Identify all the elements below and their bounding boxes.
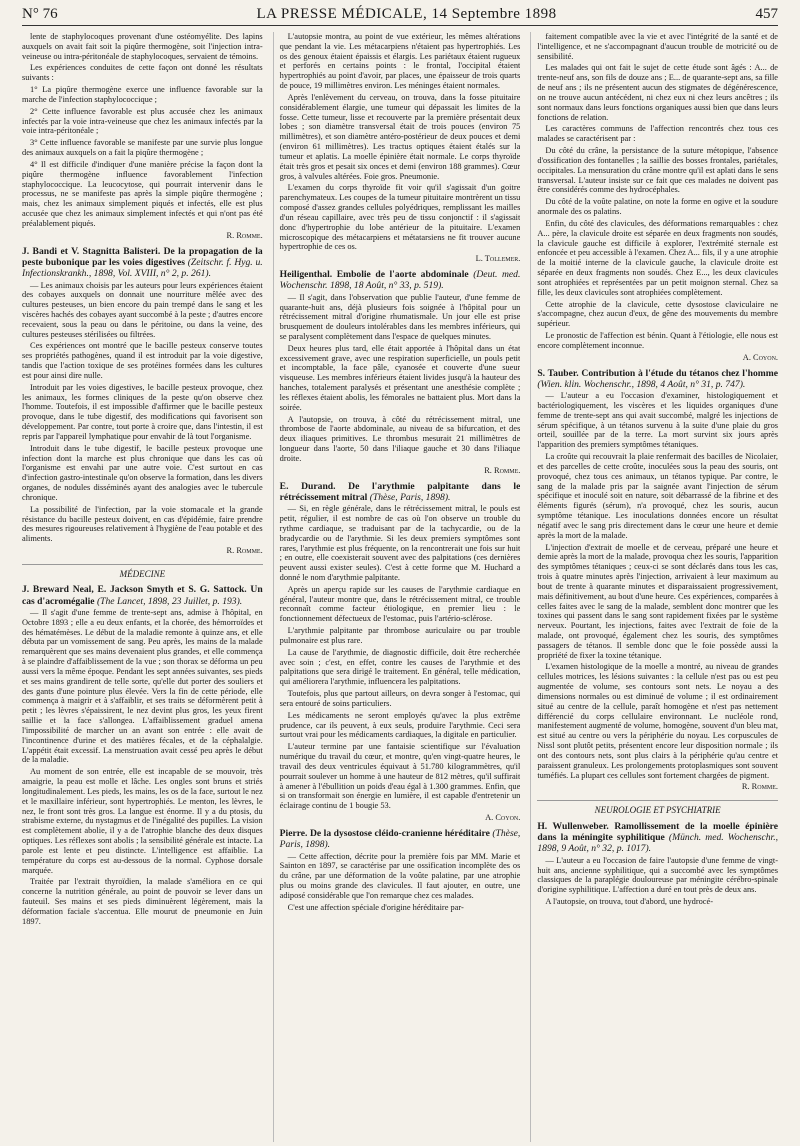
article-title: E. Durand. De l'arythmie palpitante dans le rétrécissement mitral (279, 480, 521, 503)
article-citation: (Münch. med. Wochenschr., 1898, 9 Août, n° 32, p. 1017). (537, 832, 778, 855)
article-heading (280, 269, 521, 292)
paragraph: L'examen du corps thyroïde fit voir qu'il s'agissait d'un goitre parenchymateux. Les coupes de la tumeur pituitaire montrèrent un tissu composé d'assez grandes cellules polyédriques, remplissant les mailles d'un réseau capillaire, avec très peu de tissu conjonctif : il s'agissait donc d'hypertrophie du lobe antérieur de la pituitaire. L'examen microscopique des métacarpiens et métatarsiens ne fit trouver aucune hypertrophie de ces os. (279, 183, 521, 252)
paragraph: — Il s'agit, dans l'observation que publie l'auteur, d'une femme de quarante-huit ans, déjà plusieurs fois soignée à l'hôpital pour un rétrécissement mitral d'origine rhumatismale. Un jour elle est prise brusquement de douleurs intolérables dans les membres inférieurs, qui se paralysent complètement dans l'espace de quelques minutes. (279, 292, 521, 341)
paragraph: Le pronostic de l'affection est bénin. Quant à l'étiologie, elle nous est encore complètement inconnue. (537, 331, 778, 350)
paragraph: Ces expériences ont montré que le bacille pesteux conserve toutes ses propriétés pathogènes, quand il est introduit par la voie digestive, tandis que l'action toxique de ses protéines formées dans les cultures est pour ainsi dire nulle. (22, 341, 263, 380)
page-header (22, 6, 778, 26)
paragraph: L'autopsie montra, au point de vue extérieur, les mêmes altérations que pendant la vie. Les métacarpiens n'étaient pas hypertrophiés. Les os des genoux étaient épaissis et élargis. Les pariétaux étaient rugueux et perforés en certains points : le frontal, l'occipital étaient hypertrophiés au point d'avoir, par places, une épaisseur de trois quarts de pouce, 19 millimètres environ. Les méninges étaient normales. (279, 32, 521, 91)
column-1 (22, 32, 263, 1142)
author-signature: R. Romme. (226, 546, 263, 556)
article-citation: (Thèse, Paris, 1898). (369, 491, 451, 503)
paragraph: L'auteur termine par une fantaisie scientifique sur l'évaluation numérique du travail du cœur, et montre, qu'en vingt-quatre heures, le travail des deux ventricules équivaut à 51.780 kilogrammètres, qu'il pourrait soulever un homme à une hauteur de 812 mètres, qu'il suffirait à amener à l'ébullition un poids d'eau égal à 1.300 grammes. Enfin, que si on transformait son énergie en lumière, il est capable d'entretenir un éclairage continu de 1 bougie 53. (279, 742, 521, 811)
article-title: Heiligenthal. Embolie de l'aorte abdominale (279, 269, 474, 281)
paragraph: Après l'enlèvement du cerveau, on trouva, dans la fosse pituitaire considérablement élargie, une tumeur qui dépassait les limites de la fosse. Cette tumeur, lisse et recouverte par la première présentait deux lobes ; son diamètre transversal était de trois pouces (environ 75 millimètres), et son diamètre antéro-postérieur de deux pouces et demi (environ 61 millimètres). Les tractus optiques étaient étalés sur la tumeur et aplatis. La moelle épinière était normale. Le corps thyroïde était très gros et pesait six onces et demi (environ 188 grammes). Cœur gros, à valvules altérées. Foie gros. Pneumonie. (279, 92, 521, 181)
paragraph: — L'auteur a eu l'occasion de faire l'autopsie d'une femme de vingt-huit ans, ancienne syphilitique, qui a succombé avec les symptômes classiques de la paraplégie douloureuse par méningite cérébro-spinale d'origine syphilitique. L'affection a duré en tout près de deux ans. (537, 855, 778, 895)
paragraph: C'est une affection spéciale d'origine héréditaire par- (287, 902, 464, 912)
paragraph: 3° Cette influence favorable se manifeste par une survie plus longue des animaux auxquels on a fait la piqûre thermogène ; (22, 138, 263, 158)
article-title: Pierre. De la dysostose cléido-cranienne héréditaire (279, 827, 493, 839)
paragraph: Au moment de son entrée, elle est incapable de se mouvoir, très amaigrie, la peau est molle et lâche. Les ongles sont bruns et striés longitudinalement. Les pieds, les mains, les os de la face, surtout le nez et le maxillaire inférieur, sont hypertrophiés. Le menton, les lèvres, le nez, le front sont très gros. La langue est énorme. Il y a du ptosis, du strabisme externe, du nystagmus et de l'inégalité des pupilles. La vision est complètement abolie, il y a de l'atrophie blanche des deux disques optiques. Les réflexes sont abolis ; la sensibilité générale est intacte. La parole est lente et peu distincte. L'intelligence est affaiblie. La température du corps est au-dessous de la normal. Cyphose dorsale marquée. (22, 767, 263, 875)
article-citation: (Deut. med. Wochenschr. 1898, 18 Août, n° 33, p. 519). (279, 269, 521, 292)
paragraph: — L'auteur a eu l'occasion d'examiner, histologiquement et bactériologiquement, les viscères et les liquides organiques d'une femme de trente-sept ans qui avait succombé, malgré les injections de sérum spécifique, à un tétanos survenu à la suite d'une plaie du gros orteil, souillée par de la terre. La mort survint six jours après l'apparition des premiers symptômes tétaniques. (537, 391, 778, 450)
paragraph: L'injection d'extrait de moelle et de cerveau, préparé une heure et demie après la mort de la malade, provoqua chez les souris, l'apparition des symptômes tétaniques ; ceux-ci se sont déclarés dans tous les cas, trois à quatre minutes après l'injection, arrivaient à leur maximum au bout de trente à quarante minutes et disparaissaient progressivement, mais définitivement, au bout d'une heure. Ces expériences, comparées à celles faites avec le sang de la malade, semblent donc montrer que les toxines qui passent dans le sang sont rapidement fixées par le système nerveux. Pourtant, les injections, faites avec l'extrait de foie de la malade, ont provoqué, également chez les souris, des symptômes passagers de tétanos. Il semble donc que le foie possède aussi la propriété de fixer la toxine tétanique. (537, 542, 778, 660)
paragraph: L'examen histologique de la moelle a montré, au niveau de grandes cellules motrices, les lésions suivantes : la cellule n'est pas ou est peu augmentée de volume, ses contours sont nets. Le noyau a des dimensions normales ou est diminué de volume ; il est ordinairement situé au centre de la cellule, paraît homogène et n'est pas nettement différencié du corps cellulaire environnant. Le nucléole rond, manifestement augmenté de volume, homogène, souvent d'un bleu mat, est situé au centre ou vers la périphérie du noyau. Les corpuscules de Nissl sont plutôt petits, présentent encore leur disposition normale ; ils ont des contours nets, sont plus clairs à la périphérie qu'au centre et paraissent granuleux. Les prolongements protoplasmiques sont souvent tuméfiés. La plupart ces cellules sont fortement chargées de pigment. (537, 662, 778, 780)
paragraph: — Il s'agit d'une femme de trente-sept ans, admise à l'hôpital, en Octobre 1893 ; elle a eu deux enfants, et la chorée, des hémorroïdes et des hématémèses. Le début de la maladie remonte à quinze ans, et elle débuta par un vomissement de sang. Peu après, les mains de la malade remarquèrent que ses mains devenaient plus grandes, et elle commença à se plaindre d'affaiblissement de la vue ; son thorax se déforma un peu aussi vers la même époque. Pendant les sept années suivantes, ses pieds et ses mains grandirent de telle sorte, qu'elle dut porter des souliers et des gants d'une pointure plus élevée. Vers la fin de cette période, elle commença à maigrir et à s'affaiblir, et ses traits se déformèrent petit à petit ; les lèvres s'épaissirent, le nez devint plus gros, les yeux firent saillie et la face s'allongea. L'affaiblissement graduel amena l'impossibilité de marcher un an avant son entrée : elle avait de l'incontinence d'urine et des matières fécales, et de la céphalalgie. L'appétit était excessif. La menstruation avait cessé peu après le début de la maladie. (22, 608, 263, 765)
paragraph: Toutefois, plus que partout ailleurs, on devra songer à l'estomac, qui sera entouré de soins particuliers. (279, 689, 521, 708)
paragraph: Traitée par l'extrait thyroïdien, la malade s'améliora en ce qui concerne la nutrition générale, au point de pouvoir se lever dans un fauteuil. Ses mains et ses pieds diminuèrent légèrement, mais la déformation faciale s'accentua. Elle mourut de pneumonie en Juin 1897. (22, 877, 263, 926)
article-heading (537, 821, 778, 855)
journal-title: LA PRESSE MÉDICALE, 14 Septembre 1898 (256, 6, 557, 22)
article-heading (22, 584, 263, 607)
author-signature: R. Romme. (484, 465, 521, 475)
paragraph: Introduit dans le tube digestif, le bacille pesteux provoque une infection dont la marche est plus chronique que dans les cas où l'organisme est envahi par une autre voie. C'est surtout en cas d'infection gastro-intestinale qu'on observe la formation, dans les divers organes, de nodules disséminés ayant des analogies avec le tubercule chronique. (22, 443, 263, 502)
paragraph: A l'autopsie, on trouva, tout d'abord, une hydrocé- (545, 897, 714, 907)
column-3 (530, 32, 778, 1142)
paragraph: Cette atrophie de la clavicule, cette dysostose claviculaire ne s'accompagne, chez aucun d'eux, de gêne des mouvements du membre supérieur. (537, 299, 778, 329)
paragraph: 2° Cette influence favorable est plus accusée chez les animaux infectés par la voie intra-veineuse que chez les animaux infectés par la voie intra-péritonéale ; (22, 106, 263, 136)
article-title: J. Breward Neal, E. Jackson Smyth et S. G. Sattock. Un cas d'acromégalie (22, 584, 263, 607)
article-citation: (Thèse, Paris, 1898). (279, 827, 521, 851)
article-title: H. Wullenweber. Ramollissement de la moelle épinière dans la méningite syphilitique (537, 820, 778, 844)
paragraph: A l'autopsie, on trouva, à côté du rétrécissement mitral, une thrombose de l'aorte abdominale, au niveau de sa bifurcation, et des deux iliaques primitives. Le thrombus mesurait 21 millimètres de longueur dans l'aorte, 50 dans l'iliaque gauche et 30 dans l'iliaque droite. (279, 414, 521, 463)
paragraph: Les malades qui ont fait le sujet de cette étude sont âgés : A... de trente-neuf ans, son fils de douze ans ; E... de quarante-sept ans, sa fille de neuf ans ; ils ne présentent aucun des stigmates de dégénérescence, on ne trouve aucun antécédent, ni chez eux ni chez leurs ancêtres ; ils sont normaux dans leurs fonctions organiques aussi bien que dans leurs fonctions de relation. (537, 63, 778, 122)
article-citation: (The Lancet, 1898, 23 Juillet, p. 193). (96, 595, 243, 607)
column-2 (273, 32, 521, 1142)
paragraph: Du côté de la voûte palatine, on note la forme en ogive et la soudure anormale des os palatins. (537, 197, 778, 217)
paragraph: La cause de l'arythmie, de diagnostic difficile, doit être recherchée avec soin ; c'est, en effet, contre les causes de l'arythmie et des palpitations que sera dirigé le traitement. En général, telle médication, qui améliorera l'arythmie, influencera les palpitations. (279, 647, 521, 687)
article-heading (280, 481, 521, 504)
article-title: S. Tauber. Contribution à l'étude du tétanos chez l'homme (537, 367, 778, 379)
paragraph: Deux heures plus tard, elle était apportée à l'hôpital dans un état excessivement grave, avec une respiration superficielle, un pouls petit et incomptable, la face pâle, cyanosée et couverte d'une sueur visqueuse. Les membres inférieurs étaient livides jusqu'à la hauteur des hanches, totalement paralysés et présentant une anesthésie complète ; les réflexes étaient abolis, les fémorales ne battaient plus. Mort dans la soirée. (279, 343, 521, 412)
article-citation: (Wien. klin. Wochenschr., 1898, 4 Août, n° 31, p. 747). (537, 378, 746, 390)
article-citation: (Zeitschr. f. Hyg. u. Infectionskrankh., 1898, Vol. XVIII, n° 2, p. 261). (22, 256, 263, 280)
paragraph: La possibilité de l'infection, par la voie stomacale et la grande résistance du bacille pesteux doivent, en cas d'épidémie, faire prendre des mesures rigoureuses relativement à l'hygiène de l'eau potable et des aliments. (22, 504, 263, 544)
paragraph: — Si, en règle générale, dans le rétrécissement mitral, le pouls est petit, régulier, il est nombre de cas où l'on observe un trouble du rythme cardiaque, se traduisant par de la tachycardie, ou de la bradycardie ou de l'arythmie. Si les deux premiers symptômes sont rares, l'arythmie est plus fréquente, on la rencontrerait une fois sur huit ; en outre, elle coexisterait souvent avec des palpitations (ces dernières peuvent aussi exister seules). C'est à cette forme que M. Huchard a donné le nom d'arythmie palpitante. (279, 504, 521, 582)
paragraph: La croûte qui recouvrait la plaie renfermait des bacilles de Nicolaier, et des parcelles de cette croûte, inoculées sous la peau des souris, ont provoqué, chez tous ces animaux, un tétanos typique. Par contre, le sang de la malade pris par la saignée avant l'injection de sérum spécifique et inoculé soit en nature, soit débarrassé de la fibrine et des éléments figurés (sérum), n'a provoqué, chez les souris, aucun symptôme tétanique. Les inoculations données encore un résultat négatif avec le sang pris directement dans le cœur une heure et demie après la mort de la malade. (537, 452, 778, 540)
paragraph: 4° Il est difficile d'indiquer d'une manière précise la façon dont la piqûre thermogène influence favorablement l'infection staphylococcique. La leucocytose, qui pourrait intervenir dans le processus, ne se manifeste pas après la simple piqûre thermogène ; mais, chez les animaux simplement piqués et infectés, elle est plus accusée que chez les animaux simplement infectés et qui n'ont pas été préalablement piqués. (22, 159, 263, 228)
paragraph: L'arythmie palpitante par thrombose auriculaire ou par trouble pulmonaire est plus rare. (279, 626, 521, 645)
article-title: J. Bandi et V. Stagnitta Balisteri. De la propagation de la peste bubonique par les voies digestives (22, 245, 263, 268)
paragraph: 1° La piqûre thermogène exerce une influence favorable sur la marche de l'infection staphylococcique ; (22, 85, 263, 104)
paragraph: — Les animaux choisis par les auteurs pour leurs expériences étaient des cobayes auxquels on donnait une nourriture mêlée avec des cultures pesteuses, un bien encore du pain trempé dans le sang et les viscères hachés des cobayes ayant succombé à la peste ; d'autres encore recevaient, sous la peau ou dans le péritoine, ou dans la veine, des cultures pesteuses stérilisées ou filtrées. (22, 280, 263, 339)
paragraph: Enfin, du côté des clavicules, des déformations remarquables : chez A... père, la clavicule droite est séparée en deux fragments non soudés, la clavicule gauche est difficile à explorer, l'extrémité sternale est enfoncée et peu accessible à l'examen. Chez A... fils, il y a une atrophie de la moitié interne de la clavicule gauche, la clavicule droite est séparée en deux fragments non soudés. Chez E..., les deux clavicules sont atrophiées et représentées par un petit moignon sternal. Chez sa fille, les deux clavicules sont atrophiées complètement. (537, 218, 778, 297)
paragraph: faitement compatible avec la vie et avec l'intégrité de la santé et de l'intelligence, et ne s'accompagnant d'aucun trouble de motricité ou de sensibilité. (537, 32, 778, 61)
paragraph: Les médicaments ne seront employés qu'avec la plus extrême prudence, car ils peuvent, à eux seuls, produire l'arythmie. Ceci sera surtout vrai pour les médicaments cardiaques, la digitale en particulier. (279, 710, 521, 740)
author-signature: R. Romme. (741, 782, 778, 792)
paragraph: Du côté du crâne, la persistance de la suture métopique, l'absence d'ossification des fontanelles ; la saillie des bosses frontales, pariétales, occipitales. La mensuration du crâne montre qu'il est aplati dans le sens transversal. L'auteur insiste sur ce fait que ces malades ne doivent pas être considérés comme des hydrocéphales. (537, 146, 778, 195)
article-heading (537, 368, 778, 391)
paragraph: Les expériences conduites de cette façon ont donné les résultats suivants : (22, 63, 263, 83)
paragraph: Les caractères communs de l'affection rencontrés chez tous ces malades se caractérisent par : (537, 124, 778, 144)
paragraph: lente de staphylocoques provenant d'une ostéomyélite. Des lapins auxquels on avait fait soit la piqûre thermogène, soit l'injection intra-veineuse ou intra-péritonéale de staphylocoques, servaient de témoins. (22, 32, 263, 61)
paragraph: — Cette affection, décrite pour la première fois par MM. Marie et Sainton en 1897, se caractérise par une ossification incomplète des os du crâne, par une déformation de la voûte palatine, par une atrophie plus ou moins grande des clavicules. Il faut ajouter, en outre, une adiposé considérable que l'on remarque chez ces malades. (279, 851, 521, 900)
page-number: 457 (755, 6, 778, 22)
author-signature: A. Coyon. (485, 813, 521, 823)
text-columns (22, 32, 778, 1142)
section-title: NEUROLOGIE ET PSYCHIATRIE (537, 800, 778, 816)
paragraph: Introduit par les voies digestives, le bacille pesteux provoque, chez les animaux, les formes cliniques de la peste qu'on observe chez l'homme. Toutefois, il est impossible d'affirmer que le bacille pesteux provoque, dans le tube digestif, des modifications qui favorisent son développement. Par contre, tout porte à croire que, dans l'intestin, il est repris par l'appareil lymphatique pour envahir de là tout l'organisme. (22, 382, 263, 441)
article-heading (22, 246, 263, 280)
author-signature: R. Romme. (226, 230, 263, 240)
section-title: MÉDECINE (22, 564, 263, 580)
author-signature: L. Tollemer. (475, 254, 521, 264)
issue-number: N° 76 (22, 6, 58, 22)
paragraph: Après un aperçu rapide sur les causes de l'arythmie cardiaque en général, l'auteur montre que, dans le rétrécissement mitral, ce trouble reconnaît comme facteur étiologique, en premier lieu : le fonctionnement défectueux de l'estomac, puis l'artério-sclérose. (279, 584, 521, 624)
article-heading (280, 828, 521, 851)
author-signature: A. Coyon. (742, 352, 778, 362)
